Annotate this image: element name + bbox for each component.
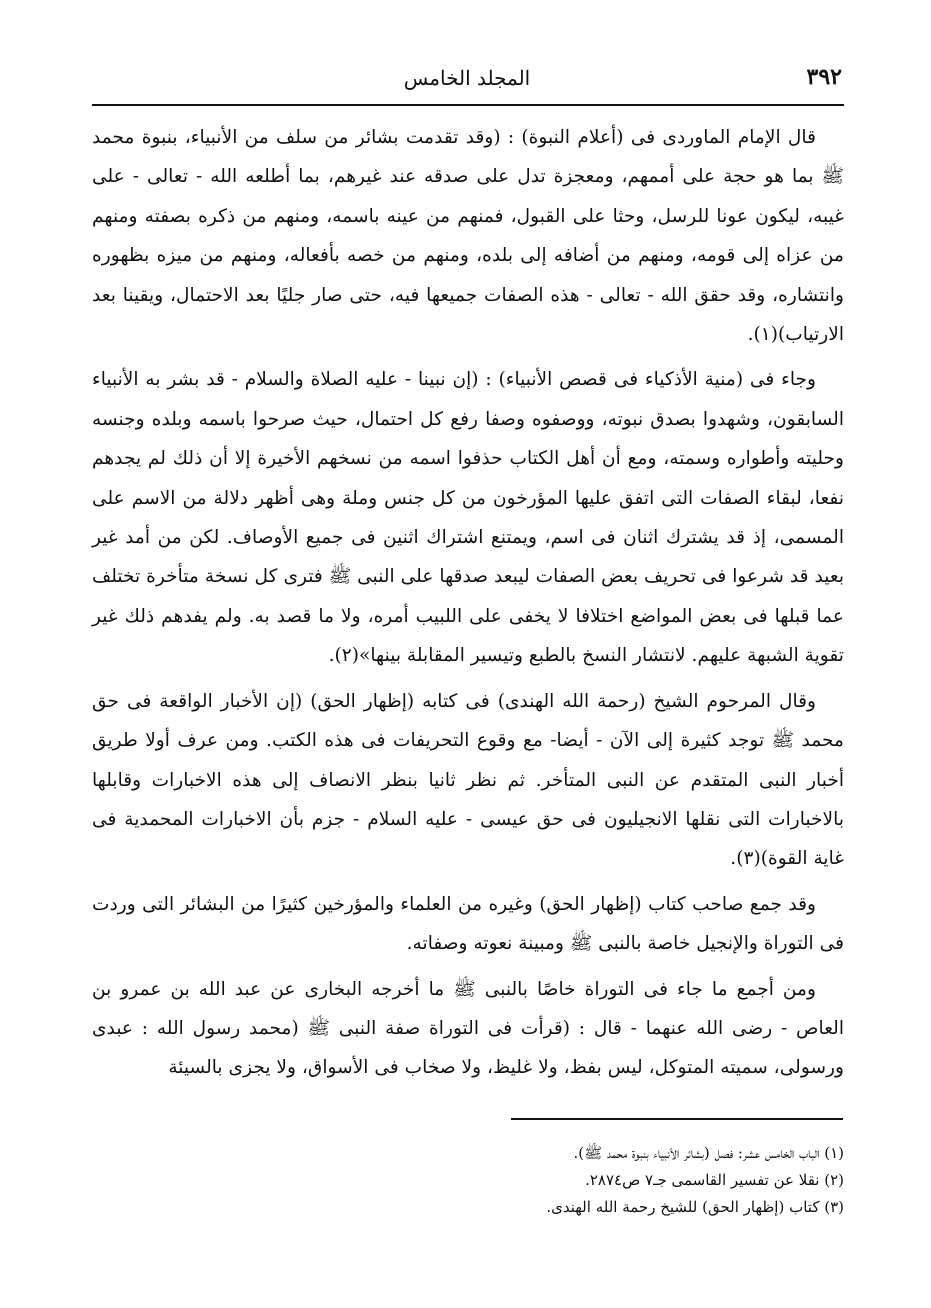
footnote-divider <box>511 1118 843 1120</box>
running-title: المجلد الخامس <box>403 66 531 90</box>
footnote: (١) الباب الخامس عشر: فصل (بشائر الأنبياء بنبوة محمد ﷺ). <box>573 1144 844 1162</box>
paragraph: قال الإمام الماوردى فى (أعلام النبوة) : (وقد تقدمت بشائر من سلف من الأنبياء، بنبوة محمد ﷺ بما هو حجة على أممهم، ومعجزة تدل على صدقه عند غيرهم، بما أطلعه الله - تعالى - على غيبه، ليكون عونا للرسل، وحثا على القبول، فمنهم من عينه باسمه، ومنهم من ذكره بصفته ومنهم من عزاه إلى قومه، ومنهم من أضافه إلى بلده، ومنهم من خصه بأفعاله، ومنهم من ميزه بظهوره وانتشاره، وقد حقق الله - تعالى - هذه الصفات جميعها فيه، حتى صار جليًا بعد الاحتمال، ويقينا بعد الارتياب)(١). <box>92 127 844 346</box>
header-divider <box>92 104 844 106</box>
footnotes <box>300 1140 844 1221</box>
footnote: (٣) كتاب (إظهار الحق) للشيخ رحمة الله الهندى. <box>546 1198 844 1216</box>
footnote: (٢) نقلا عن تفسير القاسمى جـ٧ ص٢٨٧٤. <box>585 1171 844 1189</box>
page-header <box>92 64 842 98</box>
paragraph: وقد جمع صاحب كتاب (إظهار الحق) وغيره من العلماء والمؤرخين كثيرًا من البشائر التى وردت فى التوراة والإنجيل خاصة بالنبى ﷺ ومبينة نعوته وصفاته. <box>92 893 844 955</box>
paragraph: ومن أجمع ما جاء فى التوراة خاصًا بالنبى ﷺ ما أخرجه البخارى عن عبد الله بن عمرو بن العاص - رضى الله عنهما - قال : (قرأت فى التوراة صفة النبى ﷺ (محمد رسول الله : عبدى ورسولى، سميته المتوكل، ليس بفظ، ولا غليظ، ولا صخاب فى الأسواق، ولا يجزى بالسيئة <box>92 978 844 1079</box>
main-text <box>92 118 844 1094</box>
paragraph: وقال المرحوم الشيخ (رحمة الله الهندى) فى كتابه (إظهار الحق) (إن الأخبار الواقعة فى حق محمد ﷺ توجد كثيرة إلى الآن - أيضا- مع وقوع التحريفات فى هذه الكتب. ومن عرف أولا طريق أخبار النبى المتقدم عن النبى المتأخر. ثم نظر ثانيا بنظر الانصاف إلى هذه الاخبارات وقابلها بالاخبارات التى نقلها الانجيليون فى حق عيسى - عليه السلام - جزم بأن الاخبارات المحمدية فى غاية القوة)(٣). <box>92 690 844 870</box>
paragraph: وجاء فى (منية الأذكياء فى قصص الأنبياء) : (إن نبينا - عليه الصلاة والسلام - قد بشر به الأنبياء السابقون، وشهدوا بصدق نبوته، ووصفوه وصفا رفع كل احتمال، حيث صرحوا باسمه وبلده وجنسه وحليته وأطواره وسمته، ومع أن أهل الكتاب حذفوا اسمه من نسخهم الأخيرة إلا أن ذلك لم يجدهم نفعا، لبقاء الصفات التى اتفق عليها المؤرخون من كل جنس وملة وهى أظهر دلالة من الاسم على المسمى، إذ قد يشترك اثنان فى اسم، ويمتنع اشتراك اثنين فى جميع الأوصاف. لكن من أمد غير بعيد قد شرعوا فى تحريف بعض الصفات ليبعد صدقها على النبى ﷺ فترى كل نسخة متأخرة تختلف عما قبلها فى بعض المواضع اختلافا لا يخفى على اللبيب أمره، ولا ما قصد به. ولم يفدهم ذلك غير تقوية الشبهة عليهم. لانتشار النسخ بالطبع وتيسير المقابلة بينها»(٢). <box>92 369 844 667</box>
page-number: ٣٩٢ <box>806 64 842 90</box>
